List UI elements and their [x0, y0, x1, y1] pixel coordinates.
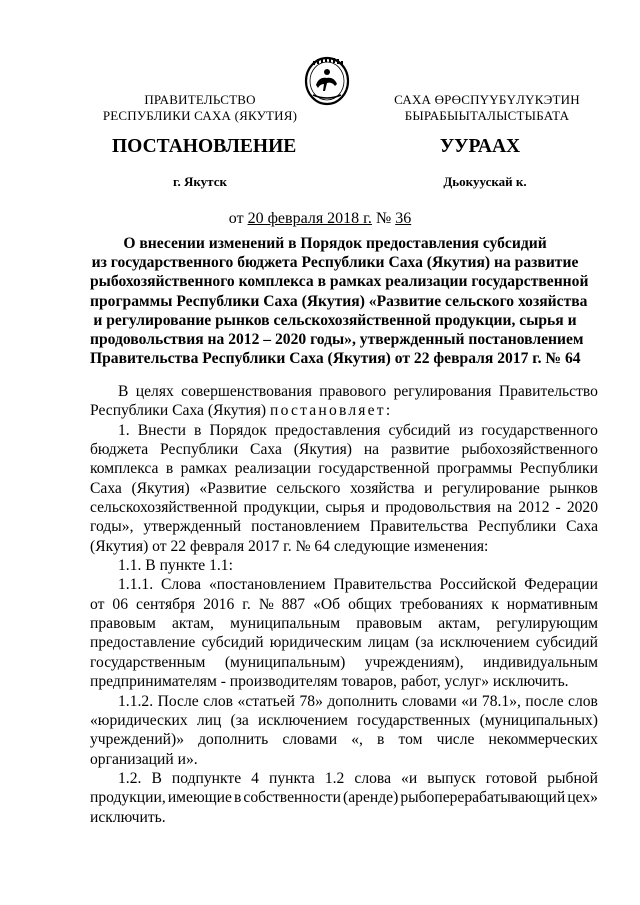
intro-verb: постановляет: — [270, 402, 393, 420]
paragraph-line: комплекса в рамках реализации государственной программы Республики — [90, 460, 598, 478]
paragraph-line: Саха (Якутия) «Развитие сельского хозяйства и регулирование рынков — [90, 479, 598, 497]
document-date: 20 февраля 2018 г. — [247, 210, 372, 227]
paragraph-line: «юридических лиц (за исключением государственных (муниципальных) — [90, 711, 598, 729]
paragraph-line: сельскохозяйственной продукции, сырья и продовольствия на 2012 - 2020 — [90, 499, 598, 517]
paragraph-line: бюджета Республики Саха (Якутия) на развитие рыбохозяйственного — [90, 441, 598, 459]
paragraph-line: (Якутия) от 22 февраля 2017 г. № 64 следующие изменения: — [90, 537, 489, 555]
government-name-sakha-line1: САХА ӨРӨСПҮҮБҮЛҮКЭТИН — [394, 92, 580, 107]
paragraph-line: правовым актам, муниципальным правовым актам, регулирующим — [90, 615, 598, 633]
city-ru: г. Якутск — [173, 174, 227, 189]
paragraph-line: 1.2. В подпункте 4 пункта 1.2 слова «и выпуск готовой рыбной — [118, 769, 598, 787]
doc-type-sakha: УУРААХ — [439, 136, 521, 157]
intro-subject: Республики Саха (Якутия) — [90, 402, 267, 420]
government-name-ru-line1: ПРАВИТЕЛЬСТВО — [144, 92, 256, 107]
intro-line — [90, 401, 598, 420]
paragraph-line: предоставление субсидий юридическим лицам (за исключением субсидий — [90, 634, 598, 652]
paragraph-line: продукции, имеющие в собственности (аренде) рыбоперерабатывающий цех» — [90, 789, 598, 807]
government-name-ru-line2: РЕСПУБЛИКИ САХА (ЯКУТИЯ) — [102, 108, 298, 123]
document-body — [90, 382, 598, 827]
paragraph-line: предпринимателям - производителям товаров, работ, услуг» исключить. — [90, 673, 569, 691]
city-sakha: Дьокуускай к. — [443, 174, 527, 189]
paragraph-line: годы», утвержденный постановлением Правительства Республики Саха — [90, 518, 598, 536]
date-number-line — [0, 210, 640, 228]
coat-of-arms-emblem — [303, 55, 351, 107]
doc-type-ru: ПОСТАНОВЛЕНИЕ — [112, 136, 297, 157]
document-number: 36 — [395, 210, 412, 227]
paragraph-line: 1. Внести в Порядок предоставления субсидий из государственного — [118, 421, 598, 439]
date-prefix: от — [228, 210, 244, 227]
paragraph-line: исключить. — [90, 808, 166, 826]
paragraph-line: от 06 сентября 2016 г. № 887 «Об общих требованиях к нормативным — [90, 595, 598, 613]
paragraph-line: учреждений)» дополнить словами «, в том числе некоммерческих — [90, 731, 598, 749]
paragraph-line: 1.1.1. Слова «постановлением Правительства Российской Федерации — [118, 576, 598, 594]
government-name-ru — [102, 92, 298, 124]
document-title — [90, 234, 589, 368]
intro-line: В целях совершенствования правового регулирования Правительство — [118, 383, 598, 400]
title-line: О внесении изменений в Порядок предоставления субсидий — [123, 235, 547, 252]
title-line: из государственного бюджета Республики Саха (Якутия) на развитие — [91, 254, 579, 272]
title-line: рыбохозяйственного комплекса в рамках реализации государственной — [90, 273, 589, 291]
title-line: Правительства Республики Саха (Якутия) от 22 февраля 2017 г. № 64 — [90, 350, 581, 368]
title-line: и регулирование рынков сельскохозяйственной продукции, сырья и — [93, 311, 577, 329]
government-name-sakha-line2: БЫРАБЫЫТАЛЫСТЫБАТА — [404, 108, 570, 123]
government-name-sakha — [392, 92, 582, 124]
paragraph-line: 1.1. В пункте 1.1: — [118, 557, 233, 575]
title-line: продовольствия на 2012 – 2020 годы», утвержденный постановлением — [90, 331, 584, 349]
paragraph-line: государственным (муниципальным) учреждениям), индивидуальным — [90, 653, 598, 671]
paragraph-line: организаций и». — [90, 750, 198, 768]
number-prefix: № — [375, 210, 392, 227]
title-line: программы Республики Саха (Якутия) «Развитие сельского хозяйства — [90, 292, 588, 310]
paragraph-line: 1.1.2. После слов «статьей 78» дополнить словами «и 78.1», после слов — [118, 692, 598, 710]
